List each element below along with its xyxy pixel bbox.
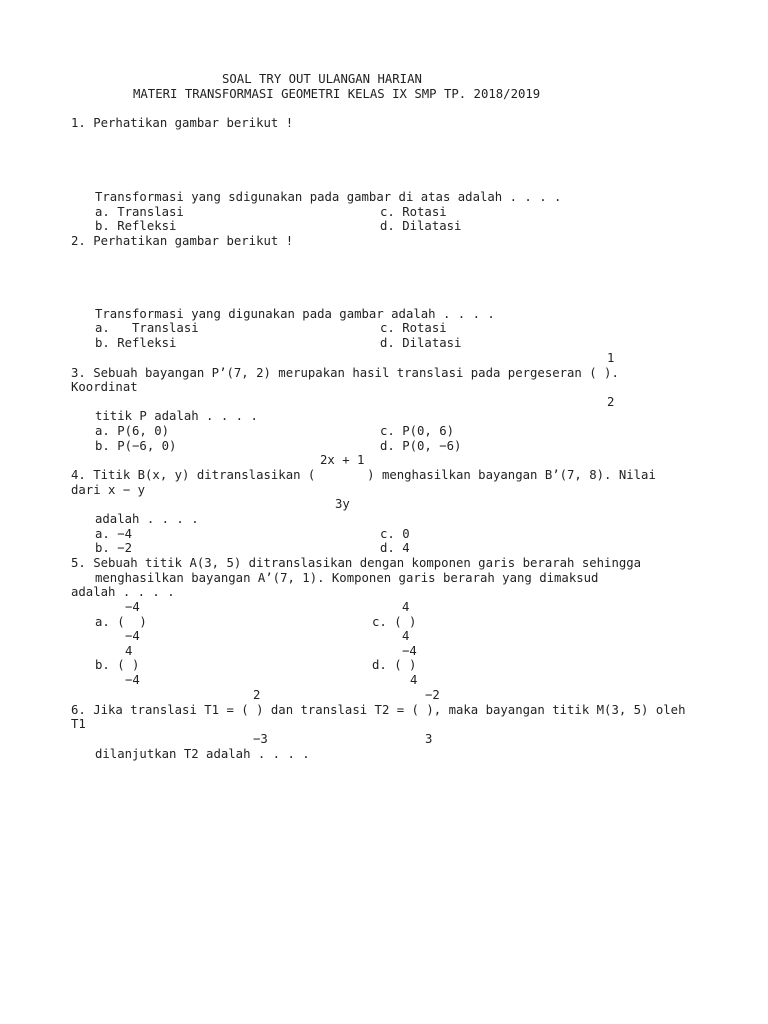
- q5-option-b-top: 4: [125, 644, 133, 658]
- document-subtitle: MATERI TRANSFORMASI GEOMETRI KELAS IX SMP TP. 2018/2019: [133, 87, 541, 101]
- q5-line1: 5. Sebuah titik A(3, 5) ditranslasikan dengan komponen garis berarah sehingga: [71, 556, 642, 570]
- q3-vector-bottom: 2: [607, 395, 615, 409]
- q5-line3: adalah . . . .: [71, 585, 175, 599]
- q1-option-d: d. Dilatasi: [380, 219, 462, 233]
- q6-t1-top: 2: [253, 688, 261, 702]
- q2-option-b: b. Refleksi: [95, 336, 177, 350]
- q3-option-b: b. P(−6, 0): [95, 439, 177, 453]
- document-title: SOAL TRY OUT ULANGAN HARIAN: [222, 72, 422, 86]
- q5-option-c-bottom: 4: [402, 629, 410, 643]
- q4-option-a: a. −4: [95, 527, 133, 541]
- q6-t2-bottom: 3: [425, 732, 433, 746]
- q6-line1-wrap: T1: [71, 717, 86, 731]
- q4-option-c: c. 0: [380, 527, 410, 541]
- q5-option-b-bottom: −4: [125, 673, 140, 687]
- q4-line1-wrap: dari x − y: [71, 483, 146, 497]
- q6-line1: 6. Jika translasi T1 = ( ) dan translasi T2 = ( ), maka bayangan titik M(3, 5) oleh: [71, 703, 686, 717]
- q5-option-c-top: 4: [402, 600, 410, 614]
- q1-stem: 1. Perhatikan gambar berikut !: [71, 116, 294, 130]
- q3-option-a: a. P(6, 0): [95, 424, 170, 438]
- q4-option-b: b. −2: [95, 541, 133, 555]
- q5-option-b-label: b. ( ): [95, 658, 140, 672]
- q4-line1: 4. Titik B(x, y) ditranslasikan ( ) menghasilkan bayangan B’(7, 8). Nilai: [71, 468, 656, 482]
- q5-option-d-top: −4: [402, 644, 417, 658]
- q5-option-a-bottom: −4: [125, 629, 140, 643]
- q2-option-a: a. Translasi: [95, 321, 199, 335]
- q5-option-a-top: −4: [125, 600, 140, 614]
- q1-option-a: a. Translasi: [95, 205, 184, 219]
- q3-vector-top: 1: [607, 351, 615, 365]
- q3-option-d: d. P(0, −6): [380, 439, 462, 453]
- q3-option-c: c. P(0, 6): [380, 424, 455, 438]
- q1-option-b: b. Refleksi: [95, 219, 177, 233]
- q5-line2: menghasilkan bayangan A’(7, 1). Komponen garis berarah yang dimaksud: [95, 571, 599, 585]
- q2-question: Transformasi yang digunakan pada gambar adalah . . . .: [95, 307, 495, 321]
- q4-vector-bottom: 3y: [335, 497, 350, 511]
- q3-line1: 3. Sebuah bayangan P’(7, 2) merupakan hasil translasi pada pergeseran ( ).: [71, 366, 619, 380]
- q2-option-d: d. Dilatasi: [380, 336, 462, 350]
- q5-option-a-label: a. ( ): [95, 615, 147, 629]
- q4-line2: adalah . . . .: [95, 512, 199, 526]
- q6-line2: dilanjutkan T2 adalah . . . .: [95, 747, 310, 761]
- q6-t2-top: −2: [425, 688, 440, 702]
- q1-option-c: c. Rotasi: [380, 205, 447, 219]
- q3-line1-wrap: Koordinat: [71, 380, 138, 394]
- q4-vector-top: 2x + 1: [320, 453, 365, 467]
- q4-option-d: d. 4: [380, 541, 410, 555]
- q6-t1-bottom: −3: [253, 732, 268, 746]
- q5-option-d-bottom: 4: [410, 673, 418, 687]
- q3-line2: titik P adalah . . . .: [95, 409, 258, 423]
- q2-stem: 2. Perhatikan gambar berikut !: [71, 234, 294, 248]
- q1-question: Transformasi yang sdigunakan pada gambar di atas adalah . . . .: [95, 190, 562, 204]
- q2-option-c: c. Rotasi: [380, 321, 447, 335]
- q5-option-d-label: d. ( ): [372, 658, 417, 672]
- q5-option-c-label: c. ( ): [372, 615, 417, 629]
